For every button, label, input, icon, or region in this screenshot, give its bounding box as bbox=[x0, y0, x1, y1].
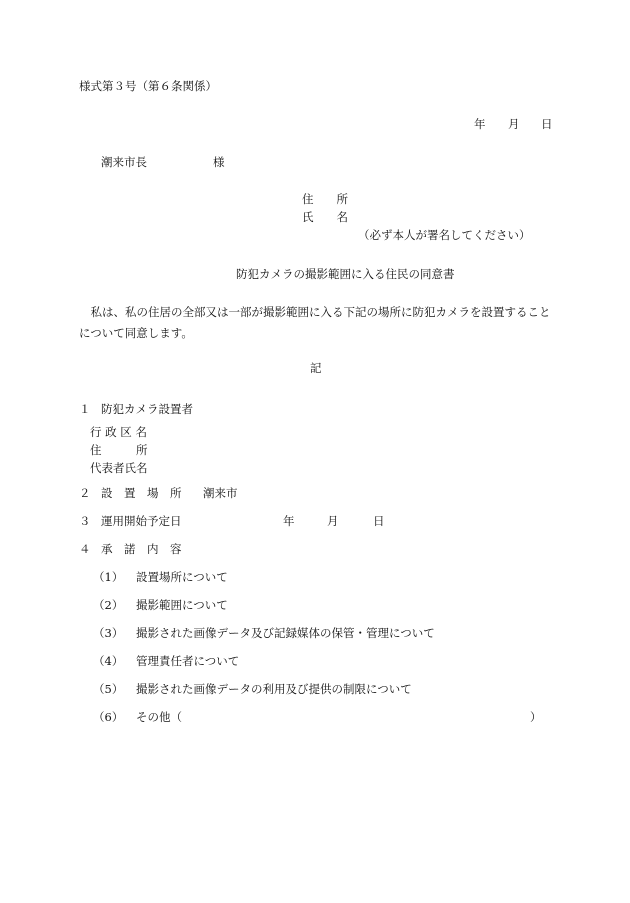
form-number: 様式第３号（第６条関係） bbox=[79, 79, 217, 93]
consent-item-4-number: （4） bbox=[93, 654, 124, 668]
section-3-year: 年 bbox=[283, 514, 295, 528]
addressee: 潮来市長 bbox=[101, 155, 147, 169]
section-2-number: ２ bbox=[79, 486, 91, 500]
section-4-number: ４ bbox=[79, 542, 91, 556]
consent-item-1-number: （1） bbox=[93, 570, 124, 584]
consent-item-5-text: 撮影された画像データの利用及び提供の制限について bbox=[136, 682, 412, 696]
consent-item-2-text: 撮影範囲について bbox=[136, 598, 228, 612]
section-1-number: １ bbox=[79, 402, 91, 416]
section-4-label: 承 諾 内 容 bbox=[101, 542, 182, 556]
address-label: 住 所 bbox=[302, 192, 348, 206]
consent-item-3-number: （3） bbox=[93, 626, 124, 640]
section-3-month: 月 bbox=[327, 514, 339, 528]
date-year: 年 bbox=[474, 117, 486, 131]
date-day: 日 bbox=[541, 117, 553, 131]
consent-body: 私は、私の住居の全部又は一部が撮影範囲に入る下記の場所に防犯カメラを設置することについて同意します。 bbox=[79, 305, 551, 340]
section-1-field-address: 住 所 bbox=[90, 443, 148, 457]
section-3-number: ３ bbox=[79, 514, 91, 528]
section-1-field-district: 行 政 区 名 bbox=[90, 425, 147, 439]
consent-item-6-number: （6） bbox=[93, 710, 124, 724]
ki-heading: 記 bbox=[310, 361, 322, 375]
section-3-label: 運用開始予定日 bbox=[101, 514, 182, 528]
section-3-day: 日 bbox=[373, 514, 385, 528]
consent-item-6-text: その他（ bbox=[136, 710, 182, 724]
consent-item-4-text: 管理責任者について bbox=[136, 654, 240, 668]
section-2-label: 設 置 場 所 bbox=[101, 486, 182, 500]
addressee-suffix: 様 bbox=[213, 155, 225, 169]
name-label: 氏 名 bbox=[302, 210, 348, 224]
document-title: 防犯カメラの撮影範囲に入る住民の同意書 bbox=[236, 267, 455, 281]
signature-note: （必ず本人が署名してください） bbox=[358, 228, 531, 242]
date-month: 月 bbox=[508, 117, 520, 131]
consent-item-2-number: （2） bbox=[93, 598, 124, 612]
consent-item-6-close: ） bbox=[530, 710, 542, 724]
section-1-field-representative: 代表者氏名 bbox=[90, 461, 148, 475]
consent-item-5-number: （5） bbox=[93, 682, 124, 696]
consent-item-3-text: 撮影された画像データ及び記録媒体の保管・管理について bbox=[136, 626, 435, 640]
section-1-label: 防犯カメラ設置者 bbox=[101, 402, 193, 416]
section-2-value: 潮来市 bbox=[203, 486, 238, 500]
consent-item-1-text: 設置場所について bbox=[136, 570, 228, 584]
